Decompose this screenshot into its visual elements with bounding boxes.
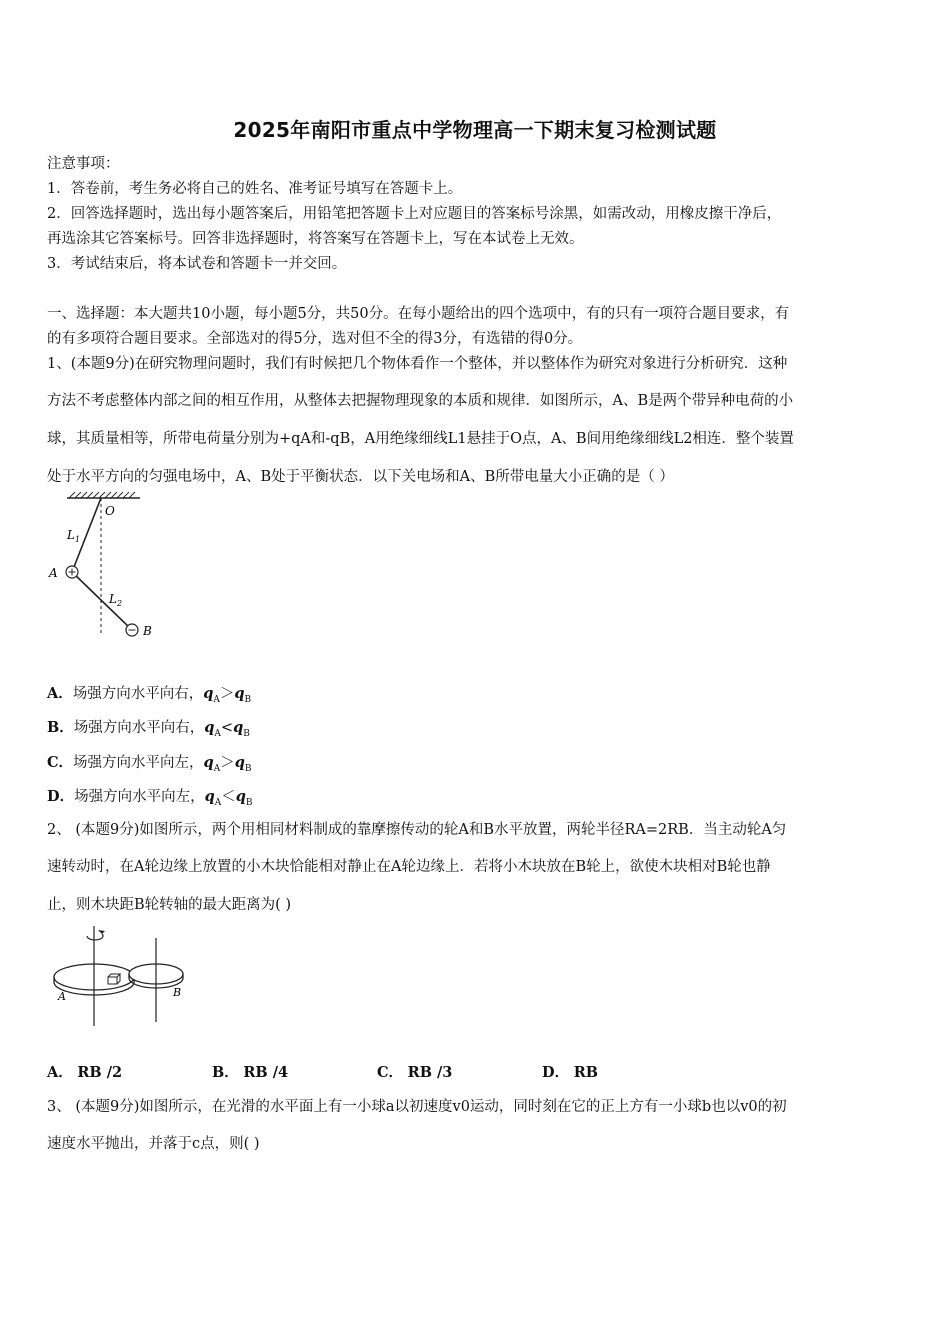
q2-stem-line: 2、 (本题9分)如图所示，两个用相同材料制成的靠摩擦传动的轮A和B水平放置，两轮半径RA=2RB．当主动轮A匀 [47, 822, 787, 838]
page-title: 2025年南阳市重点中学物理高一下期末复习检测试题 [233, 118, 717, 142]
q3-stem-line: 速度水平抛出，并落于c点，则( ) [47, 1136, 260, 1152]
q2-option-d: D． RB [542, 1064, 598, 1081]
label-b: B [143, 624, 152, 638]
q1-stem-line: 1、(本题9分)在研究物理问题时，我们有时候把几个物体看作一个整体，并以整体作为研究对象进行分析研究．这种 [47, 356, 788, 372]
q1-stem-line: 处于水平方向的匀强电场中，A、B处于平衡状态．以下关电场和A、B所带电量大小正确的是（ ） [47, 469, 674, 485]
q2-stem-line: 止，则木块距B轮转轴的最大距离为( ) [47, 897, 292, 913]
q1-pendulum-figure [45, 490, 165, 645]
label-wheel-b: B [173, 986, 182, 999]
notice-item: 再选涂其它答案标号。回答非选择题时，将答案写在答题卡上，写在本试卷上无效。 [47, 231, 584, 247]
q1-option-a: A．场强方向水平向右，$q_A>q_B$ [47, 685, 252, 705]
section-intro: 一、选择题：本大题共10小题，每小题5分，共50分。在每小题给出的四个选项中，有的只有一项符合题目要求，有 [47, 306, 790, 322]
rotation-arrow-icon [87, 934, 103, 940]
q1-stem-line: 方法不考虑整体内部之间的相互作用，从整体去把握物理现象的本质和规律．如图所示，A、B是两个带异种电荷的小 [47, 393, 794, 409]
label-l1: $L_1$ [67, 528, 81, 544]
q1-stem-line: 球，其质量相等，所带电荷量分别为+qA和-qB，A用绝缘细线L1悬挂于O点，A、B间用绝缘细线L2相连．整个装置 [47, 431, 794, 447]
ceiling-hatch [69, 492, 135, 498]
section-intro: 的有多项符合题目要求。全部选对的得5分，选对但不全的得3分，有选错的得0分。 [47, 331, 583, 347]
wood-block [108, 977, 117, 984]
q2-stem-line: 速转动时，在A轮边缘上放置的小木块恰能相对静止在A轮边缘上．若将小木块放在B轮上，欲使木块相对B轮也静 [47, 859, 771, 875]
q3-stem-line: 3、 (本题9分)如图所示，在光滑的水平面上有一小球a以初速度v0运动，同时刻在它的正上方有一小球b也以v0的初 [47, 1099, 787, 1115]
notice-heading: 注意事项： [47, 156, 120, 172]
q1-option-d: D．场强方向水平向左，$q_A<q_B$ [47, 788, 253, 808]
notice-item: 2．回答选择题时，选出每小题答案后，用铅笔把答题卡上对应题目的答案标号涂黑，如需改动，用橡皮擦干净后， [47, 206, 782, 222]
q2-option-c: C． RB /3 [377, 1064, 453, 1081]
label-o: O [105, 504, 115, 518]
q2-wheels-figure [48, 922, 193, 1032]
q2-option-a: A． RB /2 [47, 1064, 123, 1081]
notice-item: 3．考试结束后，将本试卷和答题卡一并交回。 [47, 256, 347, 272]
label-a: A [49, 566, 58, 580]
q2-option-b: B． RB /4 [212, 1064, 289, 1081]
label-wheel-a: A [58, 990, 66, 1003]
q1-option-b: B．场强方向水平向右，$q_A<q_B$ [47, 719, 250, 739]
notice-item: 1．答卷前，考生务必将自己的姓名、准考证号填写在答题卡上。 [47, 181, 463, 197]
label-l2: $L_2$ [109, 592, 123, 608]
thread-l2 [72, 572, 132, 630]
q1-option-c: C．场强方向水平向左，$q_A>q_B$ [47, 754, 252, 774]
